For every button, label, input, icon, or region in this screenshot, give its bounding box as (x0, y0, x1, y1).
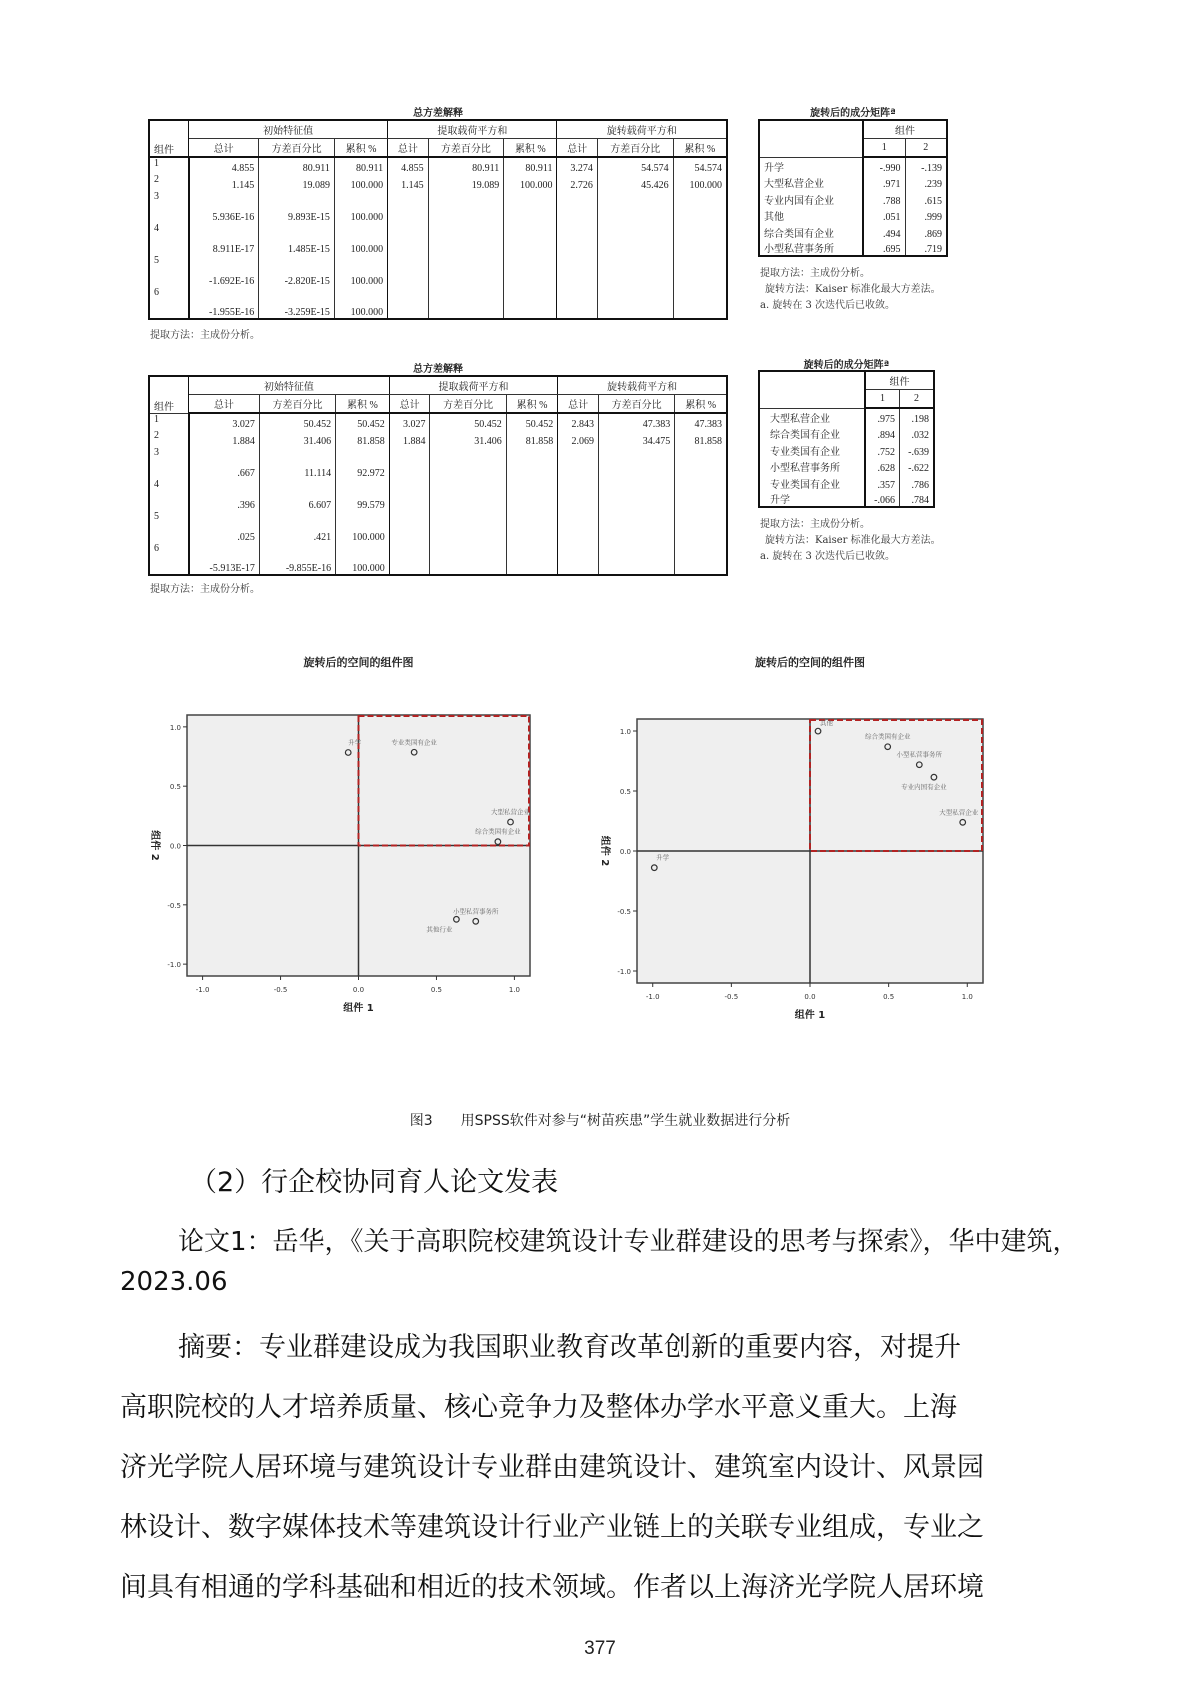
table-cell: 1.884 (189, 430, 260, 447)
table-cell (389, 511, 430, 543)
table-cell (599, 479, 675, 511)
x-tick-label: -1.0 (645, 993, 660, 1001)
matrix-row (759, 240, 947, 257)
table-cell (558, 511, 599, 543)
matrix-group-header: 组件 (865, 371, 934, 390)
loading-1: .788 (863, 190, 905, 207)
table-cell: 81.858 (506, 430, 558, 447)
x-axis-label: 组件 1 (794, 1010, 826, 1021)
y-tick-label: -1.0 (617, 968, 631, 976)
table-cell: 3.027 (389, 413, 430, 430)
table-cell: 81.858 (675, 430, 727, 447)
x-tick-label: 1.0 (508, 986, 520, 994)
table-cell (597, 191, 673, 223)
component-number: 1 (149, 413, 189, 430)
row-label: 综合类国有企业 (759, 223, 863, 240)
section-heading: （2）行企校协同育人论文发表 (190, 1167, 559, 1198)
table-cell: 81.858 (336, 430, 390, 447)
x-axis-label: 组件 1 (343, 1003, 374, 1014)
loading-1: .628 (865, 458, 900, 475)
loading-1: -.066 (865, 491, 900, 508)
row-label: 专业类国有企业 (759, 474, 865, 491)
table-cell (675, 447, 727, 479)
table-cell (557, 223, 597, 255)
table-cell (673, 255, 727, 287)
matrix-1-title: 旋转后的成分矩阵ª (810, 108, 896, 119)
table-cell (675, 511, 727, 543)
matrix-corner (759, 120, 863, 157)
group-header: 旋转载荷平方和 (557, 120, 727, 139)
sub-header: 方差百分比 (259, 139, 335, 158)
variance-table-2-body (149, 413, 727, 575)
table-row (149, 255, 727, 287)
table-cell: 2.726 (557, 174, 597, 191)
sub-header: 方差百分比 (428, 139, 504, 158)
table-cell (557, 255, 597, 287)
sub-header: 累积 % (504, 139, 557, 158)
table-row (149, 223, 727, 255)
x-tick-label: -0.5 (724, 993, 739, 1001)
table-cell (389, 447, 430, 479)
matrix-row (759, 491, 934, 508)
table-cell (430, 479, 506, 511)
table-cell: 80.911 (259, 157, 335, 174)
matrix-row (759, 174, 947, 191)
component-number: 6 (149, 287, 189, 319)
table-cell: 80.911 (428, 157, 504, 174)
matrix-row (759, 157, 947, 174)
matrix-col-header: 2 (905, 139, 947, 158)
matrix-1-footnote-2: 旋转方法：Kaiser 标准化最大方差法。 (765, 284, 941, 295)
point-label: 大型私营企业 (491, 808, 531, 817)
table-cell (675, 543, 727, 575)
y-tick-label: 1.0 (169, 723, 181, 732)
sub-header: 总计 (388, 139, 428, 158)
table-cell (428, 223, 504, 255)
component-number: 5 (149, 511, 189, 543)
group-header: 旋转载荷平方和 (558, 376, 727, 395)
y-tick-label: -0.5 (617, 908, 631, 916)
component-number: 2 (149, 430, 189, 447)
table-cell (388, 191, 428, 223)
loading-2: -.622 (900, 458, 935, 475)
component-number: 2 (149, 174, 189, 191)
sub-header: 方差百分比 (430, 395, 506, 414)
table-cell (557, 191, 597, 223)
table-cell (389, 479, 430, 511)
table-cell (504, 191, 557, 223)
point-label: 其他行业 (426, 925, 453, 934)
y-tick-label: 0.0 (619, 848, 631, 856)
y-tick-label: 0.0 (169, 842, 181, 851)
matrix-2-footnote-1: 提取方法：主成份分析。 (760, 519, 870, 530)
table-cell (558, 479, 599, 511)
loading-2: -.139 (905, 157, 947, 174)
point-label: 其他 (820, 719, 834, 728)
table-cell: 45.426 (597, 174, 673, 191)
point-label: 升学 (656, 853, 670, 862)
component-plot-1 (140, 650, 550, 1030)
table-cell (675, 479, 727, 511)
matrix-row (759, 223, 947, 240)
table-cell: -1.955E-16 (189, 287, 259, 319)
component-number: 3 (149, 447, 189, 479)
table-cell: 50.452 (506, 413, 558, 430)
group-header: 初始特征值 (189, 120, 388, 139)
variance-table-1-footnote: 提取方法：主成份分析。 (150, 330, 260, 341)
table-cell: 34.475 (599, 430, 675, 447)
matrix-col-header: 1 (865, 390, 900, 409)
table-cell (430, 447, 506, 479)
matrix-corner (759, 371, 865, 408)
table-cell: -9.855E-16 (259, 543, 335, 575)
table-cell (673, 191, 727, 223)
point-label: 小型私营事务所 (896, 750, 943, 759)
loading-2: .999 (905, 207, 947, 224)
matrix-col-header: 1 (863, 139, 905, 158)
variance-table-1 (148, 119, 728, 320)
sub-header: 累积 % (675, 395, 727, 414)
figure-caption (0, 1110, 1200, 1130)
table-cell: 47.383 (675, 413, 727, 430)
table-row (149, 191, 727, 223)
x-tick-label: 1.0 (961, 993, 973, 1001)
table-cell: 100.000 (504, 174, 557, 191)
plot-title: 旋转后的空间的组件图 (303, 656, 414, 669)
table-cell: 100.000 (334, 191, 387, 223)
table-cell (673, 223, 727, 255)
page-number: 377 (584, 1638, 616, 1659)
table-row (149, 287, 727, 319)
row-label: 其他 (759, 207, 863, 224)
sub-header: 总计 (557, 139, 597, 158)
table-cell: 92.972 (336, 447, 390, 479)
table-cell: 100.000 (334, 174, 387, 191)
table-cell: 100.000 (334, 255, 387, 287)
point-label: 综合类国有企业 (475, 827, 521, 836)
table-cell (504, 287, 557, 319)
table-cell: .025 (189, 511, 260, 543)
table-cell: -2.820E-15 (259, 255, 335, 287)
matrix-1-body (759, 157, 947, 256)
table-cell (558, 447, 599, 479)
x-tick-label: 0.5 (430, 986, 443, 994)
table-cell (428, 287, 504, 319)
abstract-line: 济光学院人居环境与建筑设计专业群由建筑设计、建筑室内设计、风景园 (120, 1452, 984, 1483)
table-cell: .667 (189, 447, 260, 479)
abstract-line: 摘要：专业群建设成为我国职业教育改革创新的重要内容，对提升 (178, 1332, 961, 1363)
table-cell (504, 255, 557, 287)
table-cell (506, 447, 558, 479)
table-cell: 19.089 (259, 174, 335, 191)
table-cell: 1.884 (389, 430, 430, 447)
table-row (149, 430, 727, 447)
figure-number: 图3 (409, 1113, 433, 1129)
table-cell (557, 287, 597, 319)
loading-1: .971 (863, 174, 905, 191)
table-cell: 8.911E-17 (189, 223, 259, 255)
row-label: 小型私营事务所 (759, 240, 863, 257)
table-cell: 100.000 (336, 511, 390, 543)
table-cell (389, 543, 430, 575)
table-cell (430, 511, 506, 543)
sub-header: 累积 % (334, 139, 387, 158)
point-label: 专业内国有企业 (901, 783, 947, 792)
sub-header: 累积 % (336, 395, 390, 414)
matrix-col-header: 2 (900, 390, 935, 409)
row-header: 组件 (149, 376, 189, 413)
table-row (149, 413, 727, 430)
table-cell: 54.574 (673, 157, 727, 174)
matrix-row (759, 207, 947, 224)
x-tick-label: 0.5 (883, 993, 895, 1001)
table-cell: 50.452 (259, 413, 335, 430)
loading-1: -.990 (863, 157, 905, 174)
matrix-row (759, 458, 934, 475)
component-number: 1 (149, 157, 189, 174)
table-cell: -1.692E-16 (189, 255, 259, 287)
table-cell: 80.911 (504, 157, 557, 174)
table-cell: 1.145 (388, 174, 428, 191)
loading-2: .786 (900, 474, 935, 491)
point-label: 升学 (348, 738, 362, 747)
table-row (149, 479, 727, 511)
sub-header: 总计 (189, 395, 260, 414)
matrix-row (759, 190, 947, 207)
row-label: 大型私营企业 (759, 174, 863, 191)
table-cell (506, 511, 558, 543)
matrix-group-header: 组件 (863, 120, 947, 139)
matrix-row (759, 441, 934, 458)
table-cell: .421 (259, 511, 335, 543)
abstract-line: 林设计、数字媒体技术等建筑设计行业产业链上的关联专业组成，专业之 (120, 1512, 984, 1543)
table-row (149, 447, 727, 479)
matrix-1-footnote-3: a. 旋转在 3 次迭代后已收敛。 (760, 300, 896, 311)
rotated-matrix-2 (758, 370, 935, 508)
component-number: 4 (149, 223, 189, 255)
loading-2: .615 (905, 190, 947, 207)
loading-1: .975 (865, 408, 900, 425)
table-cell: -3.259E-15 (259, 287, 335, 319)
row-label: 综合类国有企业 (759, 425, 865, 442)
table-cell: 4.855 (189, 157, 259, 174)
x-tick-label: 0.0 (804, 993, 816, 1001)
table-cell (388, 287, 428, 319)
table-cell: -5.913E-17 (189, 543, 260, 575)
x-tick-label: 0.0 (352, 986, 365, 994)
y-tick-label: 0.5 (619, 788, 631, 796)
variance-table-1-body (149, 157, 727, 319)
row-header: 组件 (149, 120, 189, 157)
table-cell: 3.027 (189, 413, 260, 430)
loading-1: .752 (865, 441, 900, 458)
x-tick-label: -0.5 (273, 986, 288, 994)
row-label: 大型私营企业 (759, 408, 865, 425)
table-cell: 1.145 (189, 174, 259, 191)
table-cell (597, 287, 673, 319)
plot-title: 旋转后的空间的组件图 (755, 656, 865, 669)
loading-1: .357 (865, 474, 900, 491)
table-cell (599, 511, 675, 543)
sub-header: 方差百分比 (597, 139, 673, 158)
table-cell: 100.000 (673, 174, 727, 191)
component-plot-2 (590, 650, 1010, 1040)
table-cell: 4.855 (388, 157, 428, 174)
rotated-matrix-1 (758, 119, 948, 257)
table-cell: 31.406 (430, 430, 506, 447)
row-label: 小型私营事务所 (759, 458, 865, 475)
table-cell: 5.936E-16 (189, 191, 259, 223)
matrix-2-body (759, 408, 934, 507)
table-cell: 11.114 (259, 447, 335, 479)
table-cell: 54.574 (597, 157, 673, 174)
loading-1: .894 (865, 425, 900, 442)
table-cell: 19.089 (428, 174, 504, 191)
sub-header: 总计 (189, 139, 259, 158)
row-label: 专业内国有企业 (759, 190, 863, 207)
table-cell: 9.893E-15 (259, 191, 335, 223)
table-cell: 31.406 (259, 430, 335, 447)
table-row (149, 174, 727, 191)
table-cell (599, 543, 675, 575)
matrix-2-title: 旋转后的成分矩阵ª (803, 360, 890, 371)
component-number: 5 (149, 255, 189, 287)
matrix-row (759, 474, 934, 491)
row-label: 升学 (759, 491, 865, 508)
variance-table-1-title: 总方差解释 (413, 108, 463, 119)
table-cell (558, 543, 599, 575)
component-number: 4 (149, 479, 189, 511)
loading-2: .719 (905, 240, 947, 257)
table-cell: 2.069 (558, 430, 599, 447)
loading-1: .695 (863, 240, 905, 257)
table-cell (388, 223, 428, 255)
point-label: 大型私营企业 (939, 808, 979, 817)
loading-1: .494 (863, 223, 905, 240)
loading-2: .869 (905, 223, 947, 240)
table-row (149, 511, 727, 543)
table-cell (388, 255, 428, 287)
loading-2: .198 (900, 408, 935, 425)
table-cell (430, 543, 506, 575)
abstract-line: 间具有相通的学科基础和相近的技术领域。作者以上海济光学院人居环境 (120, 1572, 984, 1603)
y-axis-label: 组件 2 (149, 830, 160, 861)
table-cell: 80.911 (334, 157, 387, 174)
table-row (149, 157, 727, 174)
paper-reference: 论文1：岳华，《关于高职院校建筑设计专业群建设的思考与探索》，华中建筑，2023.06 (120, 1227, 1079, 1297)
table-cell: 1.485E-15 (259, 223, 335, 255)
loading-2: .239 (905, 174, 947, 191)
loading-1: .051 (863, 207, 905, 224)
table-cell (504, 223, 557, 255)
y-axis-label: 组件 2 (599, 835, 610, 867)
matrix-row (759, 425, 934, 442)
abstract-line: 高职院校的人才培养质量、核心竞争力及整体办学水平意义重大。上海 (120, 1392, 957, 1423)
y-tick-label: -1.0 (167, 961, 181, 970)
figure-caption-text: 用SPSS软件对参与“树苗疾患”学生就业数据进行分析 (460, 1113, 791, 1129)
variance-table-2-footnote: 提取方法：主成份分析。 (150, 584, 260, 595)
table-cell: 100.000 (334, 287, 387, 319)
table-cell: 50.452 (430, 413, 506, 430)
table-cell (428, 191, 504, 223)
matrix-2-footnote-2: 旋转方法：Kaiser 标准化最大方差法。 (765, 535, 941, 546)
matrix-1-footnote-1: 提取方法：主成份分析。 (760, 268, 870, 279)
x-tick-label: -1.0 (195, 986, 210, 994)
table-cell: 6.607 (259, 479, 335, 511)
matrix-2-footnote-3: a. 旋转在 3 次迭代后已收敛。 (760, 551, 896, 562)
point-label: 小型私营事务所 (452, 907, 499, 916)
row-label: 专业类国有企业 (759, 441, 865, 458)
table-cell: 2.843 (558, 413, 599, 430)
table-cell: .396 (189, 479, 260, 511)
table-cell (428, 255, 504, 287)
group-header: 提取载荷平方和 (388, 120, 557, 139)
abstract (120, 1318, 1080, 1618)
sub-header: 总计 (558, 395, 599, 414)
matrix-row (759, 408, 934, 425)
sub-header: 方差百分比 (259, 395, 335, 414)
table-cell: 50.452 (336, 413, 390, 430)
variance-table-2-title: 总方差解释 (413, 364, 463, 375)
table-cell (599, 447, 675, 479)
table-cell: 99.579 (336, 479, 390, 511)
y-tick-label: 1.0 (619, 728, 631, 736)
table-cell: 47.383 (599, 413, 675, 430)
variance-table-2 (148, 375, 728, 576)
table-cell: 100.000 (334, 223, 387, 255)
table-cell (506, 543, 558, 575)
sub-header: 累积 % (506, 395, 558, 414)
loading-2: .784 (900, 491, 935, 508)
table-cell (673, 287, 727, 319)
point-label: 专业类国有企业 (391, 738, 437, 747)
sub-header: 方差百分比 (599, 395, 675, 414)
component-number: 6 (149, 543, 189, 575)
table-cell: 100.000 (336, 543, 390, 575)
component-number: 3 (149, 191, 189, 223)
sub-header: 总计 (389, 395, 430, 414)
table-cell (597, 255, 673, 287)
group-header: 提取载荷平方和 (389, 376, 558, 395)
table-cell: 3.274 (557, 157, 597, 174)
row-label: 升学 (759, 157, 863, 174)
loading-2: .032 (900, 425, 935, 442)
table-row (149, 543, 727, 575)
y-tick-label: 0.5 (169, 783, 181, 792)
y-tick-label: -0.5 (167, 901, 181, 910)
group-header: 初始特征值 (189, 376, 390, 395)
point-label: 综合类国有企业 (864, 732, 911, 741)
table-cell (597, 223, 673, 255)
loading-2: -.639 (900, 441, 935, 458)
sub-header: 累积 % (673, 139, 727, 158)
table-cell (506, 479, 558, 511)
